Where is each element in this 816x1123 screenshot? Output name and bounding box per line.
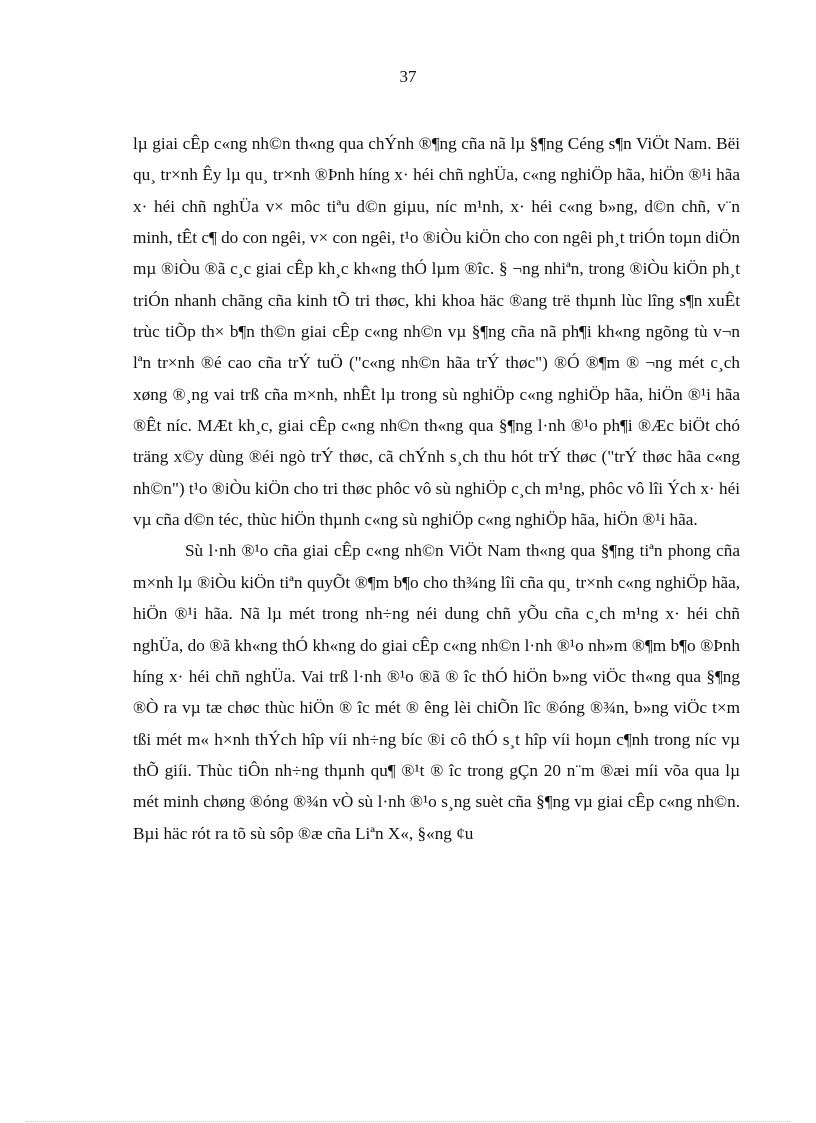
paragraph-2: Sù l·nh ®¹o cña giai cÊp c«ng nh©n ViÖt Nam th«ng qua §¶ng tiªn phong cña m×nh lµ ®iÒu kiÖn tiªn quyÕt ®¶m b¶o cho th¾ng lîi cña qu¸ tr×nh c«ng nghiÖp hãa, hiÖn ®¹i hãa. Nã lµ mét trong nh÷ng néi dung chñ yÕu cña c¸ch m¹ng x· héi chñ nghÜa, do ®ã kh«ng thÓ kh«ng do giai cÊp c«ng nh©n l·nh ®¹o nh»m ®¶m b¶o ®Þnh híng x· héi chñ nghÜa. Vai trß l·nh ®¹o ®ã ® îc thÓ hiÖn b»ng viÖc th«ng qua §¶ng ®Ò ra vµ tæ chøc thùc hiÖn ® îc mét ® êng lèi chiÕn lîc ®óng ®¾n, b»ng viÖc t×m tßi mét m« h×nh thÝch hîp víi nh÷ng bíc ®i cô thÓ s¸t hîp víi hoµn c¶nh trong níc vµ thÕ giíi. Thùc tiÔn nh÷ng thµnh qu¶ ®¹t ® îc trong gÇn 20 n¨m ®æi míi võa qua lµ mét minh chøng ®óng ®¾n vÒ sù l·nh ®¹o s¸ng suèt cña §¶ng vµ giai cÊp c«ng nh©n. Bµi häc rót ra tõ sù sôp ®æ cña Liªn X«, §«ng ¢u (133, 541, 740, 843)
paragraph-1: lµ giai cÊp c«ng nh©n th«ng qua chÝnh ®¶ng cña nã lµ §¶ng Céng s¶n ViÖt Nam. Bëi qu¸ tr×nh Êy lµ qu¸ tr×nh ®Þnh híng x· héi chñ nghÜa, c«ng nghiÖp hãa, hiÖn ®¹i hãa x· héi chñ nghÜa v× môc tiªu d©n giµu, níc m¹nh, x· héi c«ng b»ng, d©n chñ, v¨n minh, tÊt c¶ do con ngêi, v× con ngêi, t¹o ®iÒu kiÖn cho con ngêi ph¸t triÓn toµn diÖn mµ ®iÒu ®ã c¸c giai cÊp kh¸c kh«ng thÓ lµm ®îc. § ¬ng nhiªn, trong ®iÒu kiÖn ph¸t triÓn nhanh chãng cña kinh tÕ tri thøc, khi khoa häc ®ang trë thµnh lùc lîng s¶n xuÊt trùc tiÕp th× b¶n th©n giai cÊp c«ng nh©n vµ §¶ng cña nã ph¶i kh«ng ngõng tù v¬n lªn tr×nh ®é cao cña trÝ tuÖ ("c«ng nh©n hãa trÝ thøc") ®Ó ®¶m ® ¬ng mét c¸ch xøng ®¸ng vai trß cña m×nh, nhÊt lµ trong sù nghiÖp c«ng nghiÖp hãa, hiÖn ®¹i hãa ®Êt níc. MÆt kh¸c, giai cÊp c«ng nh©n th«ng qua §¶ng l·nh ®¹o ph¶i ®Æc biÖt chó träng x©y dùng ®éi ngò trÝ thøc, cã chÝnh s¸ch thu hót trÝ thøc ("trÝ thøc hãa c«ng nh©n") t¹o ®iÒu kiÖn cho tri thøc phôc vô sù nghiÖp c¸ch m¹ng, phôc vô lîi Ých x· héi vµ cña d©n téc, thùc hiÖn thµnh c«ng sù nghiÖp c«ng nghiÖp hãa, hiÖn ®¹i hãa. (133, 134, 740, 530)
page-number: 37 (399, 67, 417, 86)
bottom-dotted-rule (26, 1121, 790, 1122)
body-text (133, 128, 740, 849)
